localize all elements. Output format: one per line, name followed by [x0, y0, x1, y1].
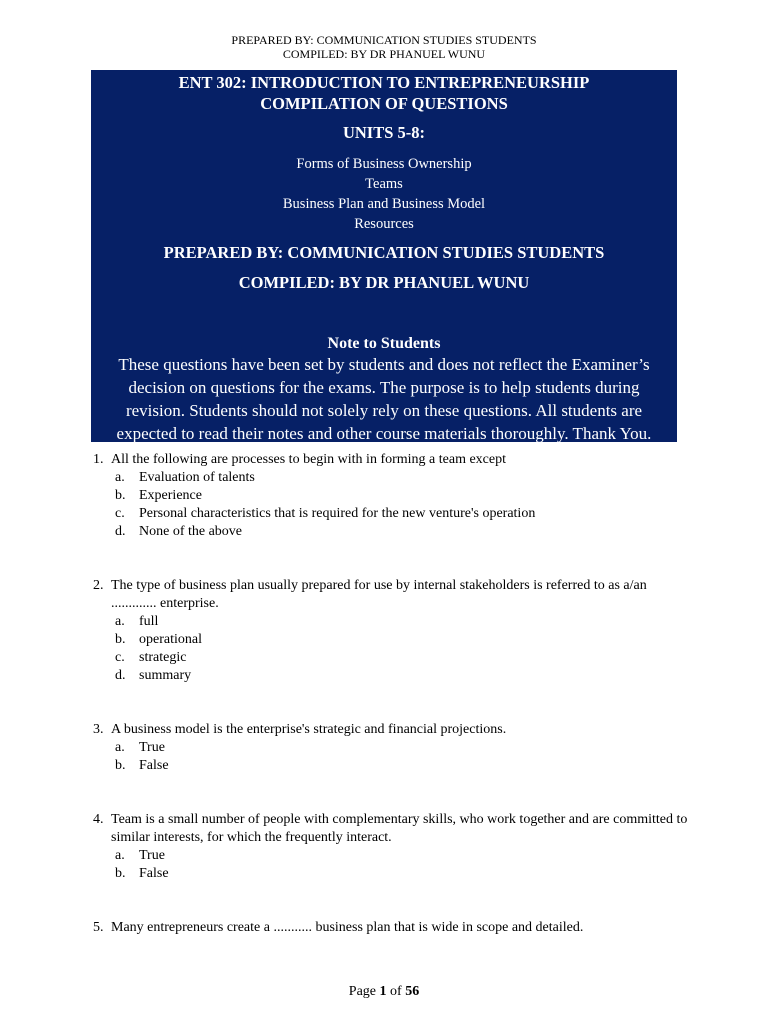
question-number: 4. [93, 812, 104, 827]
option-text: Personal characteristics that is required for the new venture's operation [139, 506, 536, 521]
topic-business-plan-and-model: Business Plan and Business Model [282, 196, 486, 212]
note-line: revision. Students should not solely rely on these questions. All students are [125, 401, 643, 420]
option-letter: d. [115, 668, 126, 683]
option-text: operational [139, 632, 202, 647]
answer-options [111, 613, 693, 685]
note-line: decision on questions for the exams. The purpose is to help students during [128, 378, 640, 397]
answer-option [111, 847, 693, 865]
option-text: True [139, 740, 165, 755]
note-body [91, 353, 677, 445]
total-pages: 56 [405, 984, 420, 999]
units-heading: UNITS 5-8: [342, 123, 426, 142]
note-line: expected to read their notes and other course materials thoroughly. Thank You. [116, 424, 652, 443]
option-letter: a. [115, 848, 125, 863]
answer-option [111, 469, 693, 487]
answer-option [111, 865, 693, 883]
option-letter: c. [115, 506, 125, 521]
option-letter: b. [115, 488, 126, 503]
running-header [0, 33, 768, 61]
topic-teams: Teams [365, 176, 403, 192]
question-4 [93, 811, 693, 883]
header-compiled-by: COMPILED: BY DR PHANUEL WUNU [282, 47, 486, 61]
question-number: 5. [93, 920, 104, 935]
note-line: These questions have been set by students and does not reflect the Examiner’s [118, 355, 650, 374]
option-letter: b. [115, 632, 126, 647]
answer-options [111, 847, 693, 883]
note-heading: Note to Students [327, 335, 441, 352]
option-text: False [139, 758, 169, 773]
answer-option [111, 523, 693, 541]
option-letter: c. [115, 650, 125, 665]
option-text: True [139, 848, 165, 863]
answer-option [111, 667, 693, 685]
option-text: Experience [139, 488, 202, 503]
course-title-line-2: COMPILATION OF QUESTIONS [260, 94, 508, 113]
question-number: 1. [93, 452, 104, 467]
compiled-by: COMPILED: BY DR PHANUEL WUNU [238, 273, 530, 292]
question-list [93, 451, 693, 973]
question-text: Many entrepreneurs create a ........... business plan that is wide in scope and detailed. [111, 920, 584, 935]
course-title [91, 72, 677, 114]
question-text: The type of business plan usually prepared for use by internal stakeholders is referred to as a/an ............. enterprise. [111, 578, 647, 611]
answer-options [111, 469, 693, 541]
answer-option [111, 505, 693, 523]
question-text: All the following are processes to begin with in forming a team except [111, 452, 507, 467]
option-text: full [139, 614, 159, 629]
option-letter: a. [115, 614, 125, 629]
answer-option [111, 739, 693, 757]
question-2 [93, 577, 693, 685]
topic-resources: Resources [354, 216, 414, 232]
answer-option [111, 487, 693, 505]
option-text: None of the above [139, 524, 243, 539]
title-banner [91, 70, 677, 442]
topic-forms-of-business-ownership: Forms of Business Ownership [296, 156, 472, 172]
option-text: strategic [139, 650, 187, 665]
header-prepared-by: PREPARED BY: COMMUNICATION STUDIES STUDENTS [231, 33, 537, 47]
option-text: summary [139, 668, 192, 683]
question-text: A business model is the enterprise's strategic and financial projections. [111, 722, 507, 737]
option-letter: d. [115, 524, 126, 539]
option-letter: a. [115, 470, 125, 485]
page-footer [0, 983, 768, 1001]
option-text: False [139, 866, 169, 881]
topics-list [91, 154, 677, 234]
question-number: 2. [93, 578, 104, 593]
answer-option [111, 613, 693, 631]
option-text: Evaluation of talents [139, 470, 255, 485]
answer-options [111, 739, 693, 775]
question-1 [93, 451, 693, 541]
question-3 [93, 721, 693, 775]
question-text: Team is a small number of people with complementary skills, who work together and are committed to similar interests, for which the frequently interact. [111, 812, 688, 845]
option-letter: b. [115, 866, 126, 881]
answer-option [111, 649, 693, 667]
question-number: 3. [93, 722, 104, 737]
course-title-line-1: ENT 302: INTRODUCTION TO ENTREPRENEURSHIP [178, 73, 590, 92]
page-label: Page [348, 984, 377, 999]
of-label: of [390, 984, 402, 999]
answer-option [111, 631, 693, 649]
prepared-by: PREPARED BY: COMMUNICATION STUDIES STUDENTS [163, 243, 605, 262]
answer-option [111, 757, 693, 775]
question-5 [93, 919, 693, 937]
current-page-number: 1 [379, 984, 387, 999]
option-letter: a. [115, 740, 125, 755]
option-letter: b. [115, 758, 126, 773]
